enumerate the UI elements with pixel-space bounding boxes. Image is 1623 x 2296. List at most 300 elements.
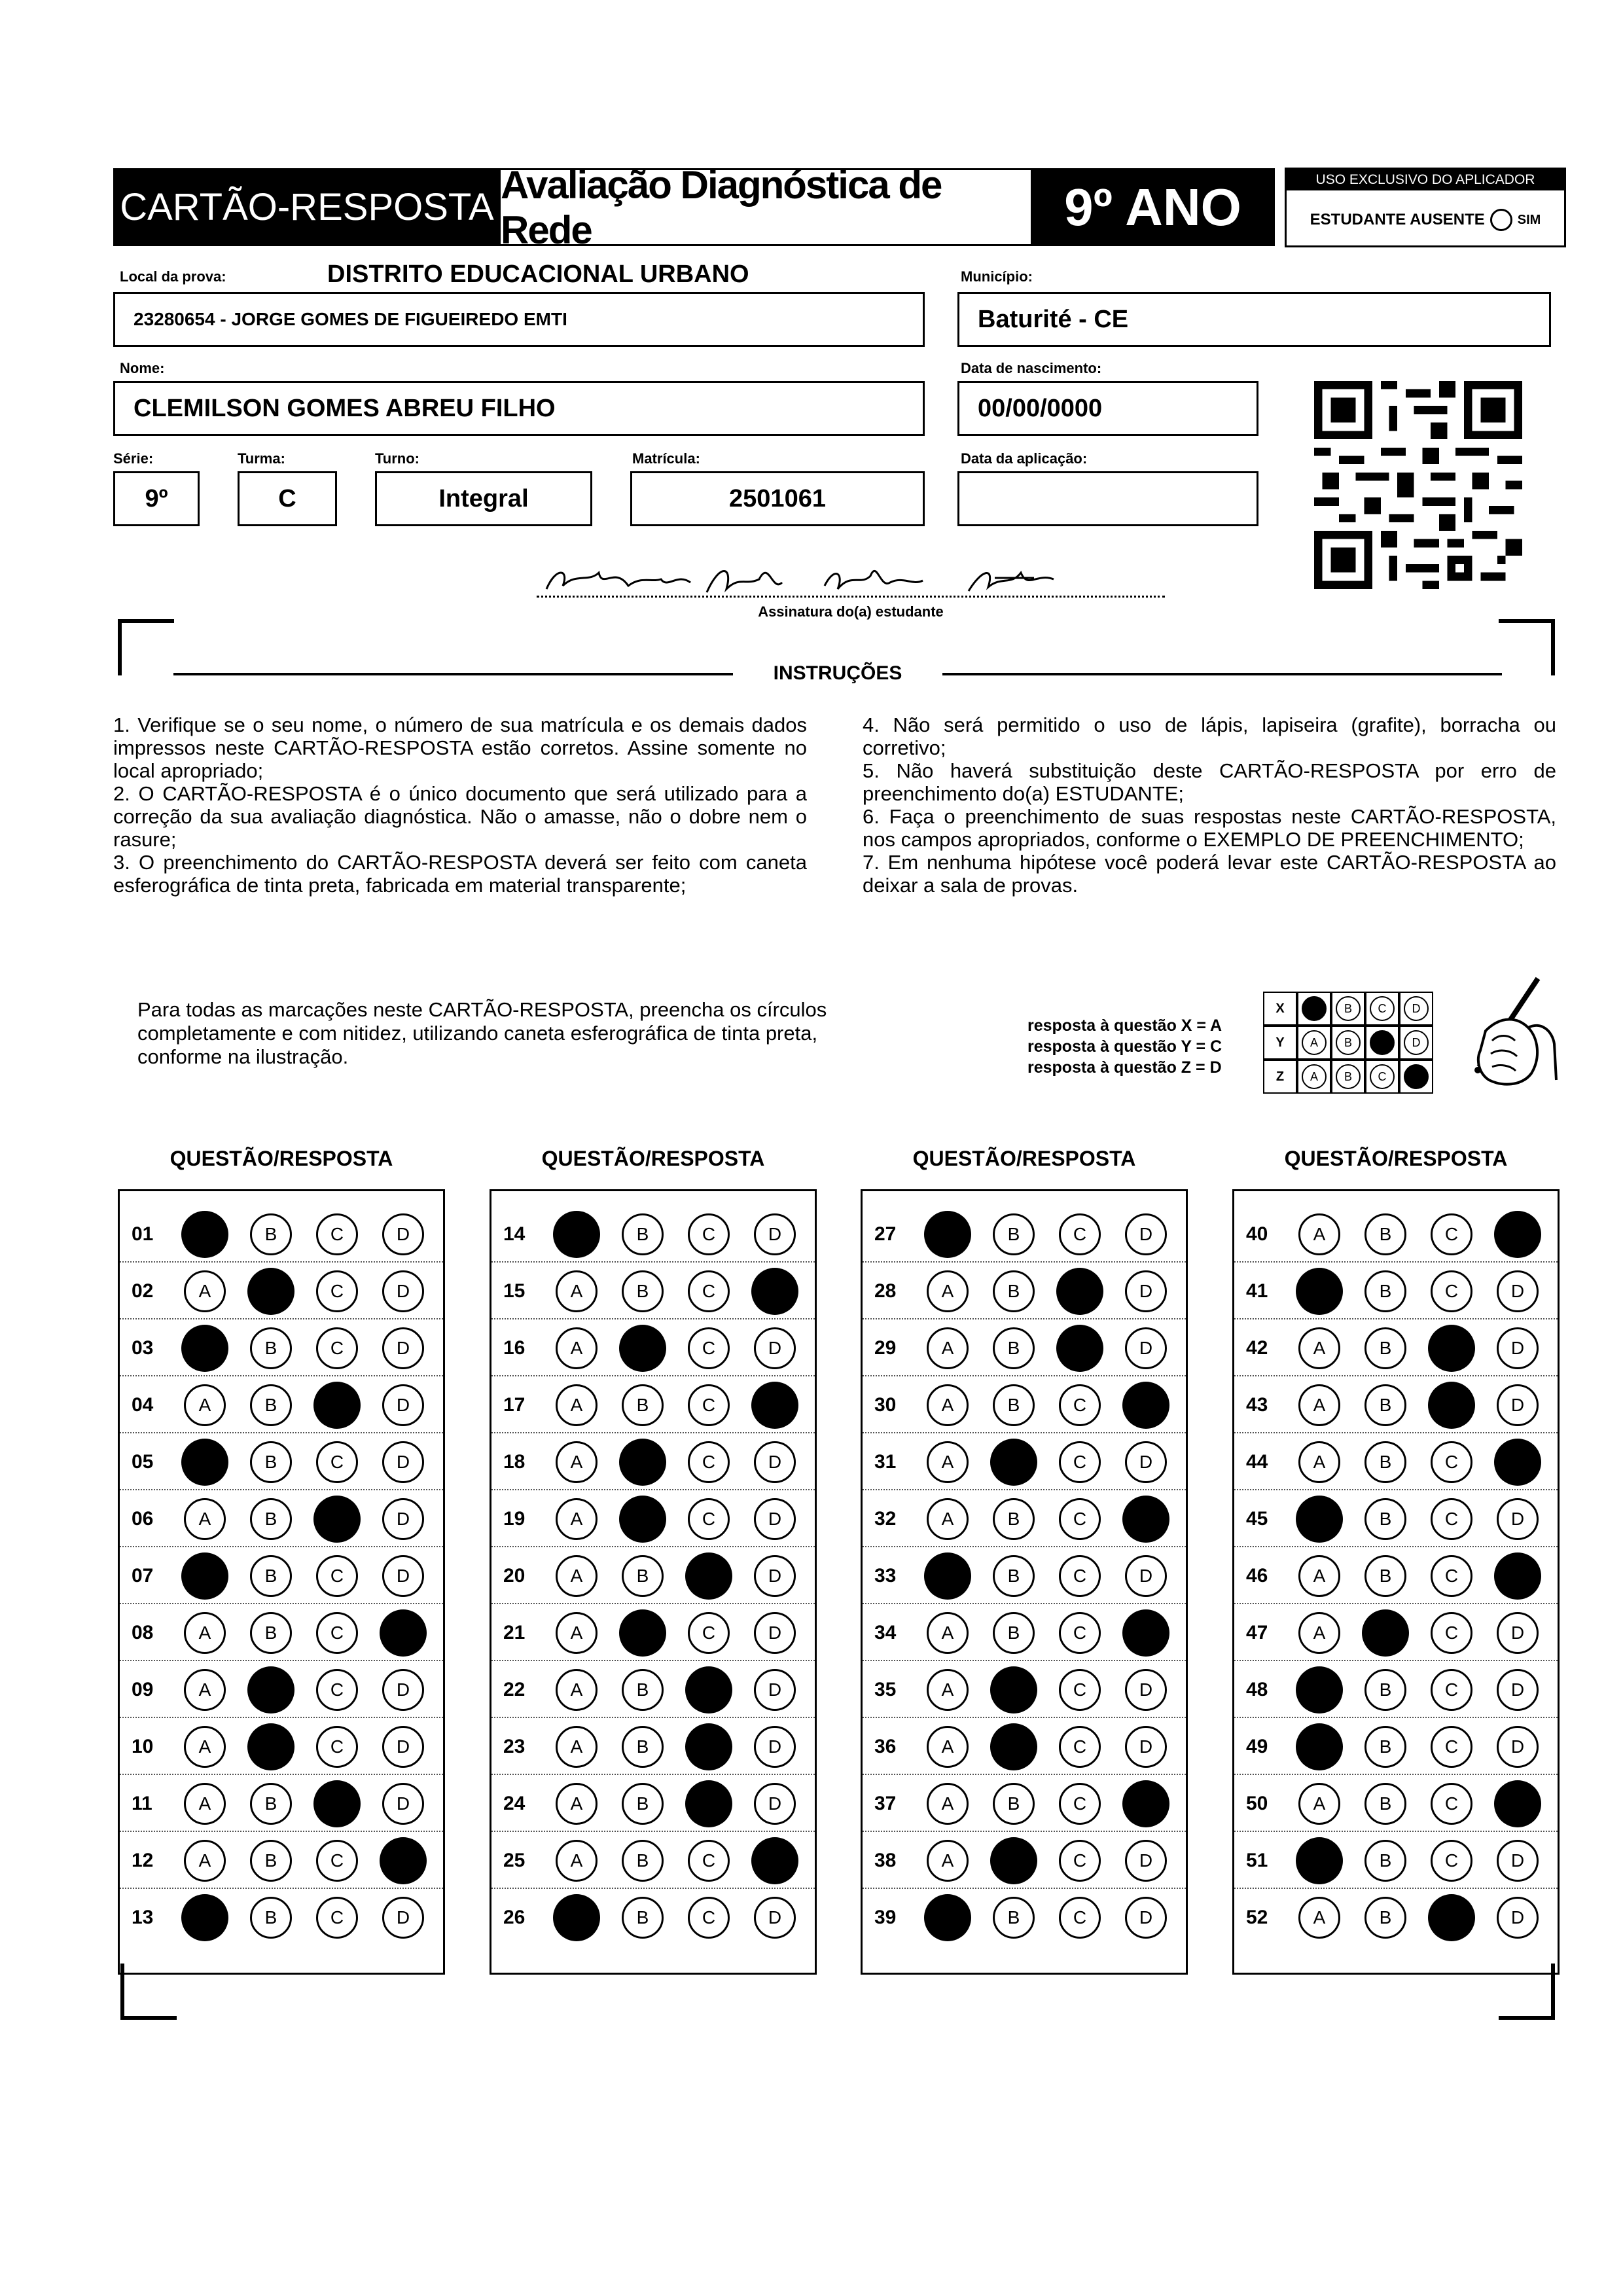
absent-bubble[interactable] (1490, 209, 1512, 231)
question-number: 17 (503, 1393, 526, 1416)
question-number: 05 (132, 1450, 154, 1473)
answer-bubble[interactable]: A (556, 1783, 597, 1825)
turma-field (238, 471, 337, 526)
serie-label: Série: (113, 450, 154, 467)
answer-bubble-filled[interactable] (924, 1894, 971, 1941)
question-number: 21 (503, 1621, 526, 1643)
question-row (491, 1661, 820, 1718)
question-number: 34 (874, 1621, 897, 1643)
answer-bubble[interactable]: D (382, 1441, 424, 1483)
answer-bubble[interactable]: D (382, 1897, 424, 1939)
answer-bubble[interactable]: A (556, 1327, 597, 1369)
question-number: 42 (1246, 1336, 1268, 1359)
answer-bubble-filled[interactable] (1056, 1325, 1103, 1372)
question-row (1234, 1718, 1563, 1775)
answer-bubble[interactable]: C (1431, 1441, 1472, 1483)
answer-bubble-filled[interactable] (1296, 1723, 1343, 1770)
answer-bubble[interactable]: A (184, 1669, 226, 1711)
question-number: 45 (1246, 1507, 1268, 1530)
answer-bubble[interactable]: B (1364, 1840, 1406, 1882)
answer-bubble-filled[interactable] (685, 1723, 732, 1770)
answer-bubble[interactable]: D (382, 1669, 424, 1711)
answer-bubble[interactable]: B (622, 1270, 664, 1312)
answer-bubble[interactable]: C (1431, 1840, 1472, 1882)
answer-bubble[interactable]: B (250, 1498, 292, 1540)
question-number: 12 (132, 1849, 154, 1871)
answer-bubble[interactable]: D (1497, 1327, 1539, 1369)
answer-bubble[interactable]: B (993, 1783, 1035, 1825)
answer-bubble[interactable]: C (1431, 1270, 1472, 1312)
answer-bubble[interactable]: A (927, 1840, 969, 1882)
answer-bubble[interactable]: A (556, 1840, 597, 1882)
answer-bubble[interactable]: A (1298, 1213, 1340, 1255)
answer-bubble[interactable]: C (316, 1327, 358, 1369)
answer-bubble[interactable]: B (250, 1783, 292, 1825)
question-row (1234, 1547, 1563, 1604)
answer-bubble[interactable]: B (1364, 1783, 1406, 1825)
answer-bubble[interactable]: A (927, 1270, 969, 1312)
answer-bubble[interactable]: C (1059, 1726, 1101, 1768)
question-number: 33 (874, 1564, 897, 1587)
answer-bubble[interactable]: D (1125, 1897, 1167, 1939)
answer-bubble[interactable]: D (754, 1783, 796, 1825)
example-cell (1297, 992, 1331, 1026)
answer-bubble-filled[interactable] (924, 1211, 971, 1258)
answer-bubble[interactable]: C (316, 1669, 358, 1711)
answer-bubble[interactable]: A (1298, 1327, 1340, 1369)
answer-bubble[interactable]: A (556, 1498, 597, 1540)
nascimento-label: Data de nascimento: (961, 360, 1102, 376)
answer-bubble[interactable]: B (1364, 1726, 1406, 1768)
answer-bubble-filled[interactable] (1296, 1837, 1343, 1884)
answer-bubble[interactable]: C (1431, 1612, 1472, 1654)
example-bubble: B (1336, 1064, 1361, 1089)
answer-bubble[interactable]: B (993, 1384, 1035, 1426)
question-number: 15 (503, 1280, 526, 1302)
answer-bubble[interactable]: B (250, 1213, 292, 1255)
answer-bubble[interactable]: D (1497, 1726, 1539, 1768)
answer-bubble[interactable]: C (688, 1270, 730, 1312)
answer-bubble[interactable]: B (622, 1726, 664, 1768)
example-cell (1399, 1060, 1433, 1094)
answer-bubble[interactable]: A (556, 1270, 597, 1312)
answer-bubble[interactable]: B (250, 1384, 292, 1426)
answer-bubble-filled[interactable] (1122, 1780, 1169, 1827)
example-legend (1027, 1015, 1257, 1078)
answer-bubble[interactable]: C (688, 1441, 730, 1483)
answer-bubble[interactable]: C (1059, 1384, 1101, 1426)
answer-bubble[interactable]: B (622, 1213, 664, 1255)
fill-instructions: Para todas as marcações neste CARTÃO-RESPOSTA, preencha os círculos completamente e com nitidez, utilizando caneta esferográfica de tinta preta, conforme na ilustração. (137, 998, 827, 1068)
answer-bubble[interactable]: B (250, 1840, 292, 1882)
answer-bubble[interactable]: C (688, 1384, 730, 1426)
answer-bubble[interactable]: B (1364, 1441, 1406, 1483)
answer-bubble[interactable]: A (184, 1384, 226, 1426)
answer-bubble[interactable]: A (1298, 1384, 1340, 1426)
answer-bubble-filled[interactable] (181, 1552, 228, 1600)
turma-label: Turma: (238, 450, 285, 467)
answer-bubble[interactable]: D (1125, 1555, 1167, 1597)
question-row (1234, 1490, 1563, 1547)
answer-bubble[interactable]: D (1497, 1840, 1539, 1882)
answer-bubble-filled[interactable] (1056, 1268, 1103, 1315)
answer-bubble[interactable]: A (1298, 1555, 1340, 1597)
answer-bubble[interactable]: D (754, 1612, 796, 1654)
answer-bubble-filled[interactable] (685, 1780, 732, 1827)
question-number: 24 (503, 1792, 526, 1814)
answer-bubble-filled[interactable] (247, 1666, 294, 1713)
answer-bubble[interactable]: B (250, 1441, 292, 1483)
answer-bubble[interactable]: C (316, 1897, 358, 1939)
answer-bubble[interactable]: C (316, 1441, 358, 1483)
answer-bubble[interactable]: D (1497, 1669, 1539, 1711)
answer-bubble[interactable]: C (1431, 1783, 1472, 1825)
school-field (113, 292, 925, 347)
question-number: 47 (1246, 1621, 1268, 1643)
answer-bubble[interactable]: C (1431, 1726, 1472, 1768)
answer-bubble[interactable]: B (993, 1327, 1035, 1369)
answer-bubble[interactable]: C (1059, 1498, 1101, 1540)
example-bubble: C (1370, 996, 1395, 1021)
question-row (120, 1319, 448, 1376)
question-number: 04 (132, 1393, 154, 1416)
answer-bubble[interactable]: B (622, 1669, 664, 1711)
question-row (863, 1604, 1191, 1661)
answer-bubble-filled[interactable] (1122, 1382, 1169, 1429)
question-row (1234, 1775, 1563, 1832)
example-bubble-filled (1404, 1064, 1429, 1089)
answer-bubble-filled[interactable] (1122, 1496, 1169, 1543)
question-number: 28 (874, 1280, 897, 1302)
answer-bubble[interactable]: C (316, 1726, 358, 1768)
absent-sim-label: SIM (1517, 212, 1541, 227)
answer-bubble-filled[interactable] (619, 1439, 666, 1486)
question-row (491, 1376, 820, 1433)
answer-bubble[interactable]: A (556, 1726, 597, 1768)
question-row (491, 1206, 820, 1263)
question-row (120, 1775, 448, 1832)
answer-bubble-filled[interactable] (990, 1666, 1037, 1713)
question-row (863, 1319, 1191, 1376)
answer-bubble[interactable]: C (316, 1555, 358, 1597)
turno-label: Turno: (375, 450, 420, 467)
answer-bubble[interactable]: B (993, 1612, 1035, 1654)
answer-bubble-filled[interactable] (1428, 1894, 1475, 1941)
answer-bubble-filled[interactable] (1428, 1382, 1475, 1429)
answer-bubble[interactable]: D (382, 1213, 424, 1255)
answer-bubble[interactable]: A (927, 1441, 969, 1483)
question-row (491, 1490, 820, 1547)
question-row (491, 1604, 820, 1661)
answer-bubble[interactable]: C (316, 1840, 358, 1882)
example-cell (1297, 1026, 1331, 1060)
answer-bubble-filled[interactable] (313, 1496, 361, 1543)
answer-bubble[interactable]: C (688, 1897, 730, 1939)
answer-bubble[interactable]: D (382, 1783, 424, 1825)
answer-bubble-filled[interactable] (990, 1837, 1037, 1884)
example-bubble-filled (1302, 996, 1327, 1021)
question-number: 08 (132, 1621, 154, 1643)
answer-bubble[interactable]: D (754, 1555, 796, 1597)
answer-bubble[interactable]: C (688, 1498, 730, 1540)
question-number: 11 (132, 1792, 152, 1814)
answer-bubble[interactable]: B (622, 1897, 664, 1939)
answer-bubble-filled[interactable] (1362, 1609, 1409, 1657)
answer-bubble-filled[interactable] (247, 1268, 294, 1315)
answer-bubble[interactable]: B (250, 1555, 292, 1597)
answer-bubble-filled[interactable] (247, 1723, 294, 1770)
answer-bubble[interactable]: A (184, 1612, 226, 1654)
answer-bubble[interactable]: C (688, 1327, 730, 1369)
answer-bubble[interactable]: D (1125, 1213, 1167, 1255)
answer-bubble-filled[interactable] (1494, 1439, 1541, 1486)
answer-bubble[interactable]: C (316, 1612, 358, 1654)
answer-bubble[interactable]: B (1364, 1270, 1406, 1312)
serie-value: 9º (145, 484, 168, 512)
question-number: 03 (132, 1336, 154, 1359)
answer-bubble-filled[interactable] (990, 1723, 1037, 1770)
answer-bubble[interactable]: D (1125, 1726, 1167, 1768)
answer-bubble[interactable]: C (1059, 1555, 1101, 1597)
answer-bubble[interactable]: A (927, 1327, 969, 1369)
municipio-label: Município: (961, 268, 1033, 285)
answer-bubble[interactable]: A (556, 1669, 597, 1711)
serie-field (113, 471, 200, 526)
qr-code-icon (1314, 381, 1522, 589)
answer-bubble[interactable]: D (754, 1327, 796, 1369)
signature-label: Assinatura do(a) estudante (758, 603, 944, 620)
answer-bubble[interactable]: A (927, 1612, 969, 1654)
example-row (1263, 992, 1433, 1026)
answer-bubble[interactable]: B (993, 1555, 1035, 1597)
answer-bubble-filled[interactable] (1296, 1666, 1343, 1713)
answer-bubble[interactable]: A (556, 1441, 597, 1483)
answer-bubble[interactable]: C (1431, 1555, 1472, 1597)
answer-bubble[interactable]: D (1125, 1840, 1167, 1882)
answer-bubble[interactable]: A (184, 1726, 226, 1768)
answer-bubble[interactable]: A (184, 1840, 226, 1882)
question-row (863, 1376, 1191, 1433)
instruction-3: 3. O preenchimento do CARTÃO-RESPOSTA deverá ser feito com caneta esferográfica de tinta preta, fabricada em material transparente; (113, 851, 807, 897)
question-row (1234, 1889, 1563, 1946)
answer-bubble-filled[interactable] (751, 1382, 798, 1429)
answer-bubble[interactable]: D (1125, 1669, 1167, 1711)
answer-bubble[interactable]: A (556, 1555, 597, 1597)
answer-bubble-filled[interactable] (619, 1325, 666, 1372)
answer-bubble-filled[interactable] (380, 1837, 427, 1884)
question-number: 25 (503, 1849, 526, 1871)
answer-bubble[interactable]: D (754, 1441, 796, 1483)
applicator-only-label: USO EXCLUSIVO DO APLICADOR (1287, 170, 1564, 190)
answer-bubble[interactable]: B (993, 1897, 1035, 1939)
answer-bubble[interactable]: B (250, 1612, 292, 1654)
answer-bubble-filled[interactable] (313, 1382, 361, 1429)
answer-bubble[interactable]: C (1431, 1213, 1472, 1255)
question-number: 51 (1246, 1849, 1268, 1871)
answer-bubble[interactable]: B (1364, 1897, 1406, 1939)
answer-bubble[interactable]: C (1059, 1840, 1101, 1882)
answer-bubble[interactable]: A (556, 1612, 597, 1654)
answer-bubble[interactable]: B (1364, 1327, 1406, 1369)
question-row (863, 1775, 1191, 1832)
answer-bubble[interactable]: C (1059, 1783, 1101, 1825)
answer-bubble[interactable]: D (382, 1726, 424, 1768)
answer-bubble[interactable]: D (1125, 1270, 1167, 1312)
question-number: 41 (1246, 1280, 1268, 1302)
student-signature (537, 553, 1126, 599)
answer-bubble[interactable]: B (622, 1555, 664, 1597)
answer-bubble-filled[interactable] (380, 1609, 427, 1657)
example-bubble: A (1302, 1030, 1327, 1055)
exam-title: Avaliação Diagnóstica de Rede (501, 162, 942, 252)
answer-bubble[interactable]: D (754, 1726, 796, 1768)
answer-bubble[interactable]: C (316, 1213, 358, 1255)
answer-bubble[interactable]: A (927, 1498, 969, 1540)
answer-bubble[interactable]: C (1059, 1897, 1101, 1939)
matricula-label: Matrícula: (632, 450, 700, 467)
answer-bubble[interactable]: D (754, 1897, 796, 1939)
answer-bubble[interactable]: C (688, 1840, 730, 1882)
answer-bubble[interactable]: C (688, 1612, 730, 1654)
answer-bubble[interactable]: C (688, 1213, 730, 1255)
answer-bubble[interactable]: B (622, 1840, 664, 1882)
answer-bubble[interactable]: D (1497, 1897, 1539, 1939)
matricula-field (630, 471, 925, 526)
example-row-label: Y (1263, 1026, 1297, 1060)
answer-bubble[interactable]: B (1364, 1498, 1406, 1540)
answer-bubble-filled[interactable] (181, 1439, 228, 1486)
answer-bubble[interactable]: C (1431, 1669, 1472, 1711)
instruction-1: 1. Verifique se o seu nome, o número de sua matrícula e os demais dados impressos neste CARTÃO-RESPOSTA estão corretos. Assine somente no local apropriado; (113, 713, 807, 782)
answer-bubble[interactable]: D (382, 1327, 424, 1369)
answer-bubble[interactable]: B (622, 1384, 664, 1426)
example-bubble: B (1336, 1030, 1361, 1055)
answer-bubble-filled[interactable] (1494, 1780, 1541, 1827)
answer-bubble[interactable]: D (1497, 1384, 1539, 1426)
question-number: 22 (503, 1678, 526, 1700)
answer-bubble[interactable]: D (754, 1498, 796, 1540)
answer-bubble-filled[interactable] (313, 1780, 361, 1827)
answer-bubble-filled[interactable] (181, 1211, 228, 1258)
nome-value: CLEMILSON GOMES ABREU FILHO (134, 394, 556, 422)
question-row (1234, 1832, 1563, 1889)
answer-bubble-filled[interactable] (1428, 1325, 1475, 1372)
answer-bubble[interactable]: B (1364, 1555, 1406, 1597)
turno-value: Integral (438, 484, 529, 512)
answer-bubble[interactable]: D (1497, 1612, 1539, 1654)
answer-bubble[interactable]: B (622, 1783, 664, 1825)
answer-bubble-filled[interactable] (1494, 1552, 1541, 1600)
question-row (491, 1433, 820, 1490)
answer-bubble[interactable]: D (754, 1213, 796, 1255)
answer-bubble-filled[interactable] (685, 1666, 732, 1713)
answer-bubble[interactable]: C (1059, 1612, 1101, 1654)
answer-bubble[interactable]: A (556, 1384, 597, 1426)
hand-with-pen-icon (1440, 969, 1558, 1100)
answer-bubble-filled[interactable] (1494, 1211, 1541, 1258)
question-number: 30 (874, 1393, 897, 1416)
answer-bubble[interactable]: B (250, 1327, 292, 1369)
question-number: 18 (503, 1450, 526, 1473)
question-number: 20 (503, 1564, 526, 1587)
answer-bubble[interactable]: C (1059, 1213, 1101, 1255)
answer-bubble[interactable]: D (754, 1669, 796, 1711)
answer-bubble[interactable]: B (993, 1498, 1035, 1540)
answer-bubble[interactable]: D (382, 1270, 424, 1312)
question-row (1234, 1433, 1563, 1490)
answer-bubble[interactable]: D (1125, 1327, 1167, 1369)
answer-bubble[interactable]: A (1298, 1897, 1340, 1939)
fill-example-grid (1263, 992, 1433, 1094)
answer-bubble[interactable]: D (1125, 1441, 1167, 1483)
answer-bubble[interactable]: C (1059, 1669, 1101, 1711)
answer-bubble[interactable]: D (382, 1498, 424, 1540)
question-number: 07 (132, 1564, 154, 1587)
example-line-z: resposta à questão Z = D (1027, 1058, 1222, 1077)
question-number: 46 (1246, 1564, 1268, 1587)
answer-bubble[interactable]: A (184, 1498, 226, 1540)
question-row (863, 1832, 1191, 1889)
answer-bubble[interactable]: B (993, 1270, 1035, 1312)
answer-bubble[interactable]: D (1497, 1498, 1539, 1540)
answer-bubble[interactable]: C (1431, 1498, 1472, 1540)
corner-mark-top-left (118, 619, 174, 675)
question-row (1234, 1376, 1563, 1433)
answer-bubble[interactable]: D (382, 1555, 424, 1597)
answer-bubble-filled[interactable] (751, 1268, 798, 1315)
column-title: QUESTÃO/RESPOSTA (912, 1147, 1136, 1170)
answer-bubble-filled[interactable] (685, 1552, 732, 1600)
answer-bubble[interactable]: C (316, 1270, 358, 1312)
instruction-7: 7. Em nenhuma hipótese você poderá levar este CARTÃO-RESPOSTA ao deixar a sala de provas. (863, 851, 1556, 897)
answer-bubble-filled[interactable] (751, 1837, 798, 1884)
answer-bubble-filled[interactable] (990, 1439, 1037, 1486)
answer-bubble[interactable]: A (1298, 1783, 1340, 1825)
answer-bubble[interactable]: A (927, 1669, 969, 1711)
answer-bubble[interactable]: A (1298, 1441, 1340, 1483)
answer-bubble-filled[interactable] (924, 1552, 971, 1600)
answer-bubble[interactable]: B (250, 1897, 292, 1939)
answer-bubble-filled[interactable] (181, 1894, 228, 1941)
answer-bubble[interactable]: A (927, 1783, 969, 1825)
answer-bubble-filled[interactable] (619, 1496, 666, 1543)
answer-bubble[interactable]: A (927, 1726, 969, 1768)
answer-bubble[interactable]: B (1364, 1384, 1406, 1426)
question-number: 35 (874, 1678, 897, 1700)
answer-bubble[interactable]: D (1497, 1270, 1539, 1312)
answer-bubble[interactable]: B (1364, 1669, 1406, 1711)
answer-bubble-filled[interactable] (619, 1609, 666, 1657)
answer-bubble[interactable]: C (1059, 1441, 1101, 1483)
answer-bubble[interactable]: A (184, 1270, 226, 1312)
answer-column (861, 1189, 1188, 1975)
example-bubble-filled (1370, 1030, 1395, 1055)
example-bubble: C (1370, 1064, 1395, 1089)
answer-bubble-filled[interactable] (1296, 1268, 1343, 1315)
answer-bubble[interactable]: A (927, 1384, 969, 1426)
question-row (120, 1206, 448, 1263)
answer-bubble[interactable]: D (382, 1384, 424, 1426)
answer-bubble-filled[interactable] (553, 1211, 600, 1258)
answer-bubble-filled[interactable] (181, 1325, 228, 1372)
answer-bubble-filled[interactable] (1122, 1609, 1169, 1657)
answer-bubble[interactable]: B (993, 1213, 1035, 1255)
answer-bubble-filled[interactable] (1296, 1496, 1343, 1543)
answer-bubble-filled[interactable] (553, 1894, 600, 1941)
answer-bubble[interactable]: A (184, 1783, 226, 1825)
answer-bubble[interactable]: B (1364, 1213, 1406, 1255)
answer-bubble[interactable]: A (1298, 1612, 1340, 1654)
